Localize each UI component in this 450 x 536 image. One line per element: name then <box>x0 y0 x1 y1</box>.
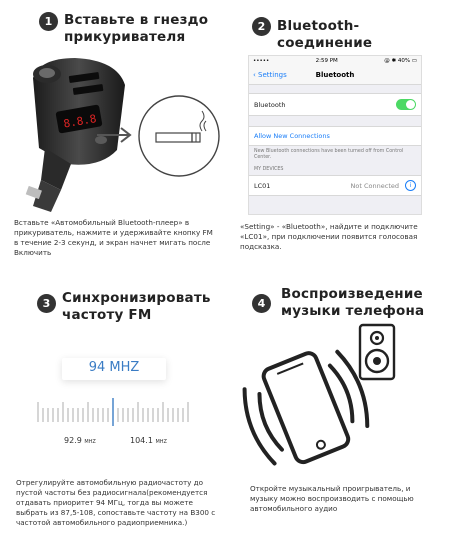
back-button[interactable]: ‹ Settings <box>253 70 287 79</box>
status-time: 2:59 PM <box>315 57 338 64</box>
arrow-right-icon <box>95 125 135 145</box>
allow-new-connections-row[interactable]: Allow New Connections <box>249 126 421 146</box>
step-2-description: «Setting» - «Bluetooth», найдите и подключите «LC01», при подключении появится голосовая подсказка. <box>240 222 418 251</box>
step-4-title-line2: музыки телефона <box>281 303 425 319</box>
fm-scale <box>35 398 190 426</box>
status-bar <box>249 56 421 65</box>
signal-indicator: ••••• <box>253 57 270 64</box>
step-3-title-line1: Синхронизировать <box>62 290 211 306</box>
notice-text: New Bluetooth connections have been turned off from Control Center. <box>254 149 404 160</box>
step-3-title-line2: частоту FM <box>62 307 152 323</box>
step-number-1: 1 <box>39 12 58 31</box>
bluetooth-row <box>249 93 421 116</box>
step-2-title: Bluetooth-соединение <box>277 18 373 51</box>
fm-right-frequency <box>130 436 167 445</box>
bluetooth-toggle[interactable] <box>396 99 416 110</box>
device-name: LC01 <box>254 181 271 190</box>
device-display-text: 8.8.8 <box>62 112 98 131</box>
fm-left-value: 92.9 <box>64 436 82 445</box>
fm-current-frequency: 94 MHZ <box>88 360 140 375</box>
my-devices-header: MY DEVICES <box>254 167 284 172</box>
device-status: Not Connected <box>350 181 399 190</box>
step-number-4: 4 <box>252 294 271 313</box>
back-label: Settings <box>258 70 287 79</box>
battery-indicator: @ ✱ 40% ▭ <box>384 57 417 64</box>
step-1-description: Вставьте «Автомобильный Bluetooth-плеер» в прикуриватель, нажмите и удерживайте кнопку FM в течение 2-3 секунд, и экран начнет мигать после Включить <box>14 218 213 257</box>
step-1-title-line1: Вставьте в гнездо <box>64 12 209 28</box>
device-row-lc01[interactable] <box>249 175 421 196</box>
step-number-3: 3 <box>37 294 56 313</box>
step-4-title-line1: Воспроизведение <box>281 286 423 302</box>
fm-right-value: 104.1 <box>130 436 153 445</box>
step-1-title-line2: прикуривателя <box>64 29 186 45</box>
fm-right-unit: MHZ <box>155 439 167 445</box>
step-3-title <box>62 290 211 324</box>
phone-vibrate-icon <box>240 330 370 480</box>
step-3-description: Отрегулируйте автомобильную радиочастоту до пустой частоты без радиосигнала(рекомендуется отдавать приоритет 94 МГц, тогда вы можете выбрать из 87,5-108, сопоставьте частоту на B300 с частотой автомобильного радиоприемника.) <box>16 478 216 527</box>
bluetooth-label: Bluetooth <box>254 100 286 109</box>
nav-bar <box>249 65 421 85</box>
cigarette-lighter-icon <box>136 93 222 179</box>
fm-left-frequency <box>64 436 96 445</box>
step-4-title <box>281 286 424 320</box>
info-icon[interactable]: i <box>405 180 416 191</box>
step-4-description: Откройте музыкальный проигрыватель, и музыку можно воспроизводить с помощью автомобильного аудио <box>250 484 414 513</box>
phone-settings-screenshot <box>248 55 422 215</box>
fm-left-unit: MHZ <box>84 439 96 445</box>
nav-title: Bluetooth <box>315 70 355 79</box>
step-number-2: 2 <box>252 17 271 36</box>
